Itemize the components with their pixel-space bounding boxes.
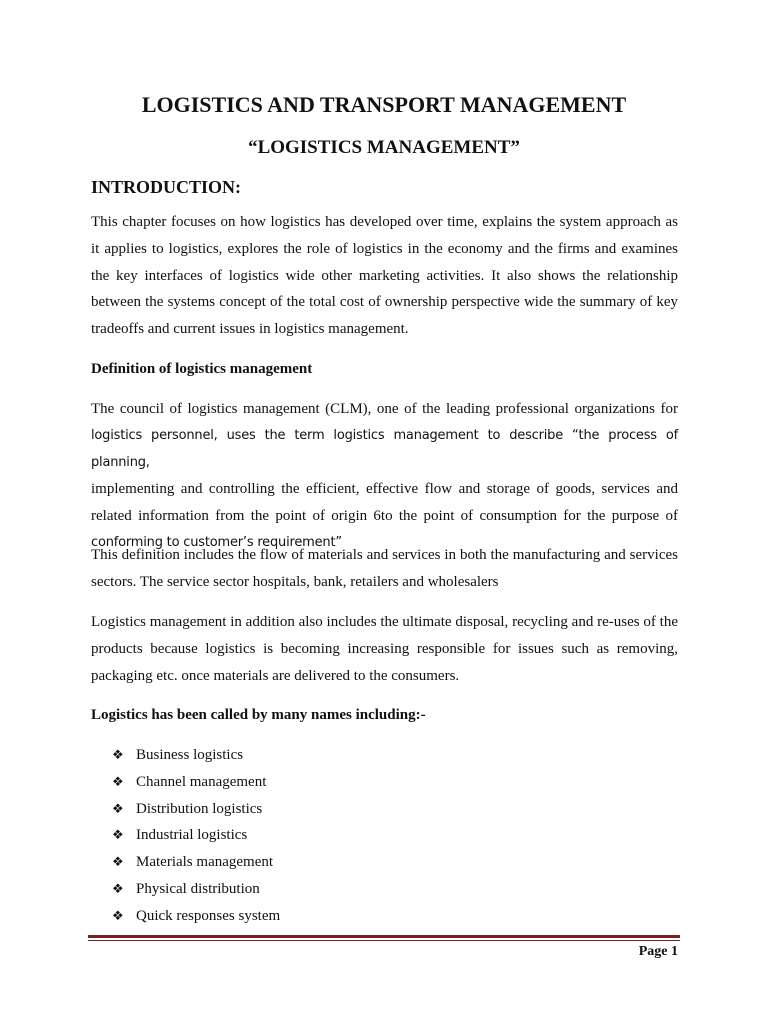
list-item: ❖ Physical distribution (112, 878, 280, 905)
diamond-bullet-icon: ❖ (112, 773, 124, 789)
definition-heading: Definition of logistics management (91, 361, 313, 377)
list-item: ❖ Channel management (112, 771, 280, 798)
list-item: ❖ Business logistics (112, 744, 280, 771)
diamond-bullet-icon: ❖ (112, 747, 124, 762)
diamond-bullet-icon: ❖ (112, 854, 124, 870)
definition-paragraph (91, 396, 678, 557)
document-title: LOGISTICS AND TRANSPORT MANAGEMENT (141, 92, 627, 117)
list-item: ❖ Materials management (112, 851, 280, 878)
page-number: Page 1 (638, 944, 678, 959)
footer-rule (88, 935, 680, 938)
list-item: ❖ Distribution logistics (112, 798, 280, 825)
definition-lines-3-5: implementing and controlling the efficient, effective flow and storage of goods, services and related information from the point of origin 6to the point of consumption for the purpose of (91, 481, 678, 525)
names-list (112, 744, 280, 932)
flow-paragraph: This definition includes the flow of materials and services in both the manufacturing and services sectors. The service sector hospitals, bank, retailers and wholesalers (91, 547, 678, 590)
diamond-bullet-icon: ❖ (112, 880, 124, 896)
document-subtitle: “LOGISTICS MANAGEMENT” (248, 137, 520, 158)
diamond-bullet-icon: ❖ (112, 800, 124, 816)
definition-line-1: The council of logistics management (CLM), one of the leading professional organizations for (91, 401, 678, 417)
names-heading: Logistics has been called by many names including:- (91, 707, 426, 723)
introduction-heading: INTRODUCTION: (91, 177, 242, 197)
list-item: ❖ Industrial logistics (112, 824, 280, 851)
definition-line-2: logistics personnel, uses the term logistics management to describe “the process of planning, (91, 427, 678, 470)
diamond-bullet-icon: ❖ (112, 827, 124, 843)
introduction-paragraph: This chapter focuses on how logistics has developed over time, explains the system approach as it applies to logistics, explores the role of logistics in the economy and the firms and examines the key interfaces of logistics wide other marketing activities. It also shows the relationship between the systems concept of the total cost of ownership perspective wide the summary of key tradeoffs and current issues in logistics management. (91, 214, 678, 338)
definition-line-6: conforming to customer’s requirement” (91, 534, 342, 550)
diamond-bullet-icon: ❖ (112, 907, 124, 923)
disposal-paragraph: Logistics management in addition also includes the ultimate disposal, recycling and re-uses of the products because logistics is becoming increasing responsible for issues such as removing, packaging etc. once materials are delivered to the consumers. (91, 614, 678, 684)
footer-rule-thin (88, 940, 680, 941)
list-item: ❖ Quick responses system (112, 905, 280, 932)
